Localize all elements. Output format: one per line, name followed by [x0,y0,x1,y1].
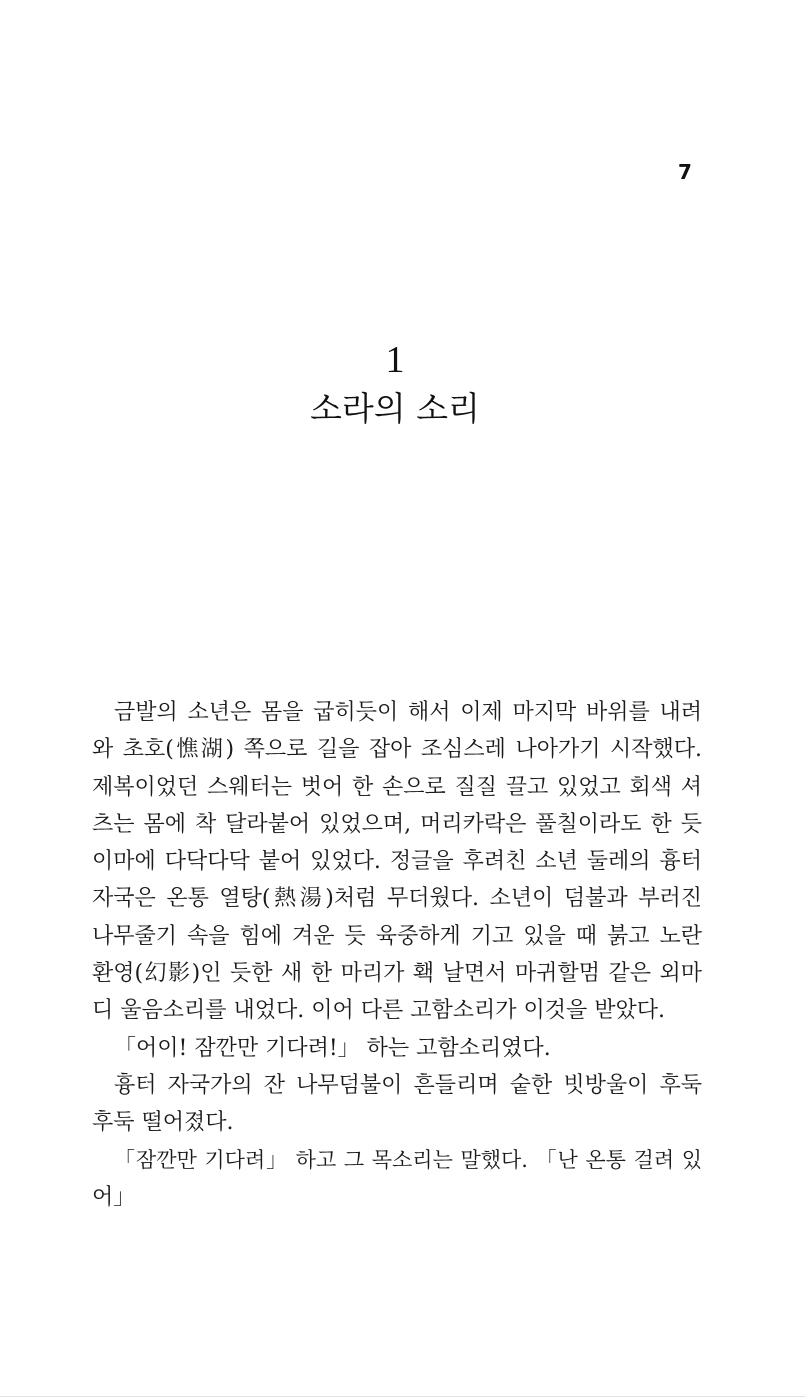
text-line: 츠는 몸에 착 달라붙어 있었으며, 머리카락은 풀칠이라도 한 듯 [92,811,702,837]
text-line: 「잠깐만 기다려」 하고 그 목소리는 말했다. 「난 온통 걸려 있 [114,1147,702,1172]
text-line: 「어이! 잠깐만 기다려!」 하는 고함소리였다. [114,1035,551,1061]
text-line: 자국은 온통 열탕(熱湯)처럼 무더웠다. 소년이 덤불과 부러진 [92,886,702,912]
text-line: 후둑 떨어졌다. [92,1110,234,1136]
text-line: 어」 [92,1184,136,1210]
text-line: 와 초호(憔湖) 쪽으로 길을 잡아 조심스레 나아가기 시작했다. [92,737,702,763]
text-line: 금발의 소년은 몸을 굽히듯이 해서 이제 마지막 바위를 내려 [114,700,702,725]
chapter-title: 소라의 소리 [310,389,480,428]
text-line: 제복이었던 스웨터는 벗어 한 손으로 질질 끌고 있었고 회색 셔 [92,774,702,800]
text-line: 이마에 다닥다닥 붙어 있었다. 정글을 후려친 소년 둘레의 흉터 [92,849,702,875]
text-line: 나무줄기 속을 힘에 겨운 듯 육중하게 기고 있을 때 붉고 노란 [92,923,702,949]
page-edge-divider [0,1396,806,1397]
text-line: 디 울음소리를 내었다. 이어 다른 고함소리가 이것을 받았다. [92,998,665,1024]
chapter-number: 1 [385,339,405,381]
body-text [92,694,702,1216]
text-line: 흉터 자국가의 잔 나무덤불이 흔들리며 숱한 빗방울이 후둑 [114,1072,702,1098]
page-number: 7 [678,160,692,184]
text-line: 환영(幻影)인 듯한 새 한 마리가 홱 날면서 마귀할멈 같은 외마 [92,961,702,987]
